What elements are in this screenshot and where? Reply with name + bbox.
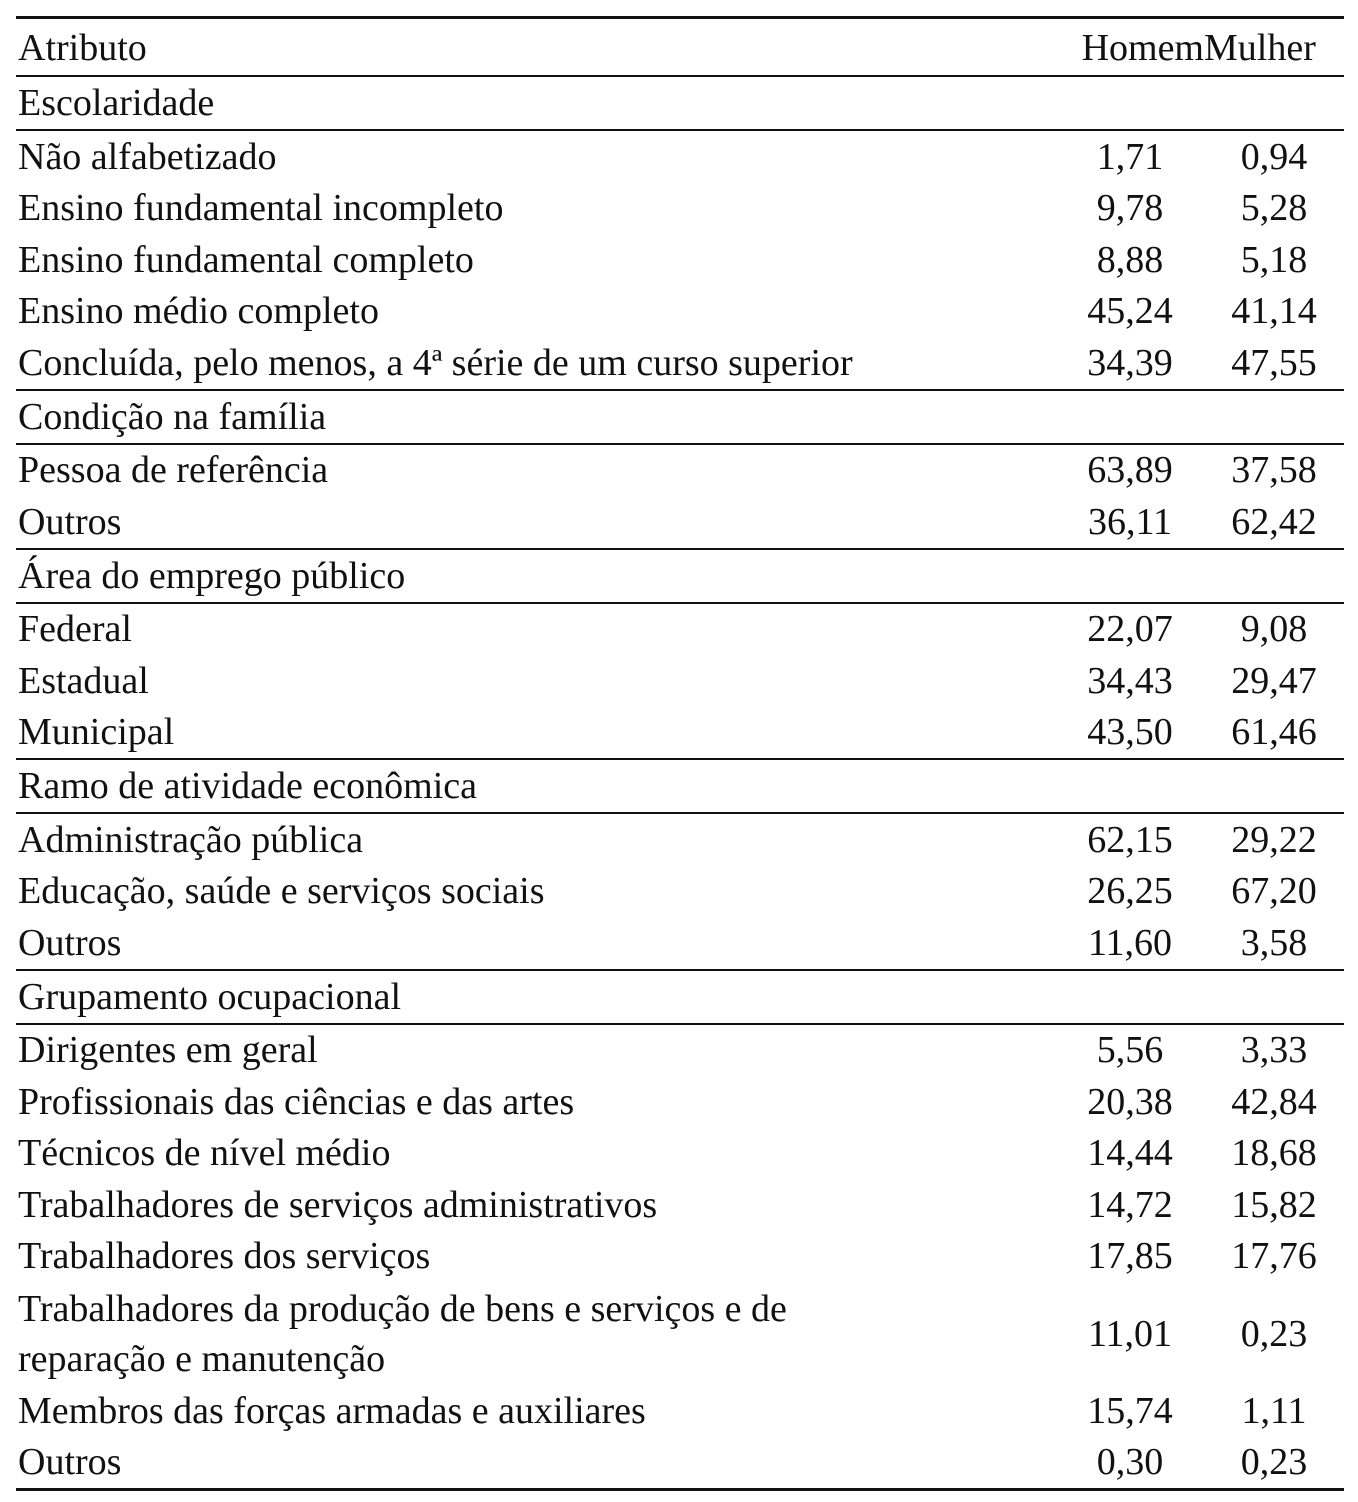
homem-value: 1,71 bbox=[1096, 135, 1164, 178]
table-row bbox=[16, 707, 1344, 760]
section-title: Área do emprego público bbox=[18, 554, 406, 597]
section-header-row bbox=[16, 76, 1344, 130]
table-row bbox=[16, 813, 1344, 866]
mulher-value: 67,20 bbox=[1231, 870, 1317, 913]
mulher-value: 0,23 bbox=[1240, 1441, 1308, 1484]
mulher-value: 61,46 bbox=[1231, 711, 1317, 754]
table-row bbox=[16, 1128, 1344, 1180]
table-row bbox=[16, 130, 1344, 183]
section-title: Escolaridade bbox=[18, 82, 215, 124]
homem-value: 9,78 bbox=[1096, 187, 1164, 230]
row-label: Educação, saúde e serviços sociais bbox=[18, 870, 545, 913]
table-row bbox=[16, 1076, 1344, 1128]
table-row bbox=[16, 337, 1344, 390]
attribute-table bbox=[16, 16, 1344, 1491]
mulher-value: 47,55 bbox=[1231, 341, 1317, 384]
header-homem: Homem bbox=[1081, 27, 1204, 69]
homem-value: 36,11 bbox=[1087, 500, 1173, 543]
row-label: Administração pública bbox=[18, 818, 364, 861]
row-label: Municipal bbox=[18, 711, 175, 754]
homem-value: 62,15 bbox=[1087, 818, 1173, 861]
homem-value: 43,50 bbox=[1087, 711, 1173, 754]
row-label: Outros bbox=[18, 500, 122, 543]
mulher-value: 18,68 bbox=[1231, 1132, 1317, 1175]
section-header-row bbox=[16, 549, 1344, 603]
row-label: Profissionais das ciências e das artes bbox=[18, 1080, 575, 1123]
homem-value: 8,88 bbox=[1096, 238, 1164, 281]
homem-value: 0,30 bbox=[1096, 1441, 1164, 1484]
section-title: Ramo de atividade econômica bbox=[18, 765, 477, 807]
homem-value: 5,56 bbox=[1096, 1029, 1164, 1072]
section-title: Condição na família bbox=[18, 395, 327, 438]
table-row bbox=[16, 183, 1344, 235]
row-label: Trabalhadores de serviços administrativos bbox=[18, 1183, 658, 1226]
mulher-value: 5,28 bbox=[1240, 187, 1308, 230]
row-label: Outros bbox=[18, 1441, 122, 1484]
mulher-value: 0,94 bbox=[1240, 135, 1308, 178]
homem-value: 20,38 bbox=[1087, 1080, 1173, 1123]
table-row bbox=[16, 1437, 1344, 1490]
row-label: Trabalhadores dos serviços bbox=[18, 1235, 431, 1278]
mulher-value: 42,84 bbox=[1231, 1080, 1317, 1123]
mulher-value: 3,58 bbox=[1240, 921, 1308, 964]
row-label: Técnicos de nível médio bbox=[18, 1132, 391, 1175]
table-row bbox=[16, 444, 1344, 497]
section-header-row bbox=[16, 390, 1344, 444]
homem-value: 15,74 bbox=[1087, 1389, 1173, 1432]
row-label: Ensino fundamental incompleto bbox=[18, 187, 504, 230]
row-label: Não alfabetizado bbox=[18, 135, 277, 178]
mulher-value: 1,11 bbox=[1241, 1389, 1307, 1432]
mulher-value: 37,58 bbox=[1231, 449, 1317, 492]
table-row bbox=[16, 1282, 1344, 1385]
row-label: Dirigentes em geral bbox=[18, 1029, 318, 1072]
mulher-value: 3,33 bbox=[1240, 1029, 1308, 1072]
row-label: Federal bbox=[18, 608, 132, 651]
attribute-table-container bbox=[16, 16, 1344, 1491]
mulher-value: 9,08 bbox=[1240, 608, 1308, 651]
section-header-row bbox=[16, 970, 1344, 1024]
header-mulher: Mulher bbox=[1204, 27, 1316, 69]
section-header-row bbox=[16, 759, 1344, 813]
table-row bbox=[16, 1385, 1344, 1437]
table-body bbox=[16, 18, 1344, 1490]
homem-value: 63,89 bbox=[1087, 449, 1173, 492]
table-row bbox=[16, 1231, 1344, 1283]
table-row bbox=[16, 655, 1344, 707]
section-title: Grupamento ocupacional bbox=[18, 975, 402, 1018]
homem-value: 14,72 bbox=[1087, 1183, 1173, 1226]
homem-value: 11,01 bbox=[1087, 1312, 1173, 1355]
row-label: Pessoa de referência bbox=[18, 449, 329, 492]
table-row bbox=[16, 603, 1344, 656]
homem-value: 45,24 bbox=[1087, 290, 1173, 333]
homem-value: 34,39 bbox=[1087, 341, 1173, 384]
table-row bbox=[16, 1024, 1344, 1077]
table-row bbox=[16, 496, 1344, 549]
homem-value: 14,44 bbox=[1087, 1132, 1173, 1175]
table-row bbox=[16, 866, 1344, 918]
row-label: Trabalhadores da produção de bens e serviços e de reparação e manutenção bbox=[18, 1287, 787, 1380]
mulher-value: 29,47 bbox=[1231, 659, 1317, 702]
header-atributo: Atributo bbox=[18, 27, 147, 69]
mulher-value: 17,76 bbox=[1231, 1235, 1317, 1278]
homem-value: 22,07 bbox=[1087, 608, 1173, 651]
table-row bbox=[16, 917, 1344, 970]
mulher-value: 15,82 bbox=[1231, 1183, 1317, 1226]
row-label: Outros bbox=[18, 921, 122, 964]
homem-value: 34,43 bbox=[1087, 659, 1173, 702]
mulher-value: 5,18 bbox=[1240, 238, 1308, 281]
table-row bbox=[16, 234, 1344, 286]
row-label: Ensino fundamental completo bbox=[18, 238, 474, 281]
table-row bbox=[16, 1179, 1344, 1231]
homem-value: 26,25 bbox=[1087, 870, 1173, 913]
row-label: Estadual bbox=[18, 659, 149, 702]
header-row bbox=[16, 18, 1344, 77]
table-row bbox=[16, 286, 1344, 338]
mulher-value: 0,23 bbox=[1240, 1312, 1308, 1355]
row-label: Ensino médio completo bbox=[18, 290, 379, 333]
mulher-value: 41,14 bbox=[1231, 290, 1317, 333]
mulher-value: 29,22 bbox=[1231, 818, 1317, 861]
homem-value: 17,85 bbox=[1087, 1235, 1173, 1278]
row-label: Concluída, pelo menos, a 4ª série de um curso superior bbox=[18, 341, 853, 384]
mulher-value: 62,42 bbox=[1231, 500, 1317, 543]
row-label: Membros das forças armadas e auxiliares bbox=[18, 1389, 646, 1432]
homem-value: 11,60 bbox=[1087, 921, 1173, 964]
